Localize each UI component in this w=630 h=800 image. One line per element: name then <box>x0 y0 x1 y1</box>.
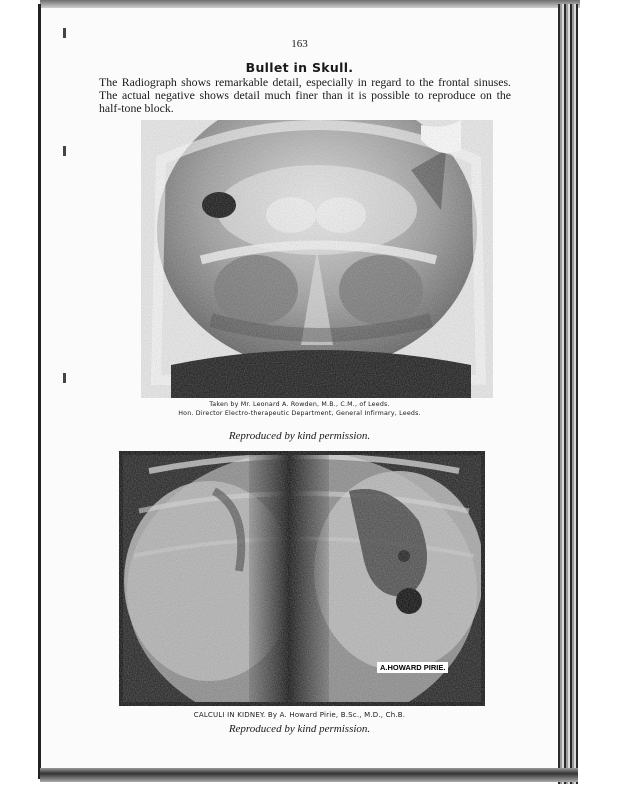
intro-paragraph: The Radiograph shows remarkable detail, especially in regard to the frontal sinuses. The actual negative shows detail much finer than it is possible to reproduce on the half-tone block. <box>99 75 511 115</box>
page-title: Bullet in Skull. <box>245 60 354 75</box>
figure1-credit-line2: Hon. Director Electro-therapeutic Department, General Infirmary, Leeds. <box>178 410 421 417</box>
margin-mark <box>63 146 66 156</box>
figure2-caption: CALCULI IN KIDNEY. By A. Howard Pirie, B.Sc., M.D., Ch.B. <box>193 711 406 719</box>
kidney-radiograph <box>119 451 485 706</box>
page-number: 163 <box>291 38 308 50</box>
skull-radiograph <box>141 120 493 398</box>
figure1-reproduced-note: Reproduced by kind permission. <box>228 430 371 442</box>
book-page <box>41 8 558 768</box>
radiograph-signature-label: A.HOWARD PIRIE. <box>377 662 448 673</box>
figure1-credit-line1: Taken by Mr. Leonard A. Rowden, M.B., C.M., of Leeds. <box>209 401 390 408</box>
scan-edge-bottom <box>40 768 578 782</box>
margin-mark <box>63 28 66 38</box>
figure2-reproduced-note: Reproduced by kind permission. <box>228 723 371 735</box>
scan-edge-top <box>40 0 580 8</box>
book-spine-edge <box>558 4 578 784</box>
margin-mark <box>63 373 66 383</box>
